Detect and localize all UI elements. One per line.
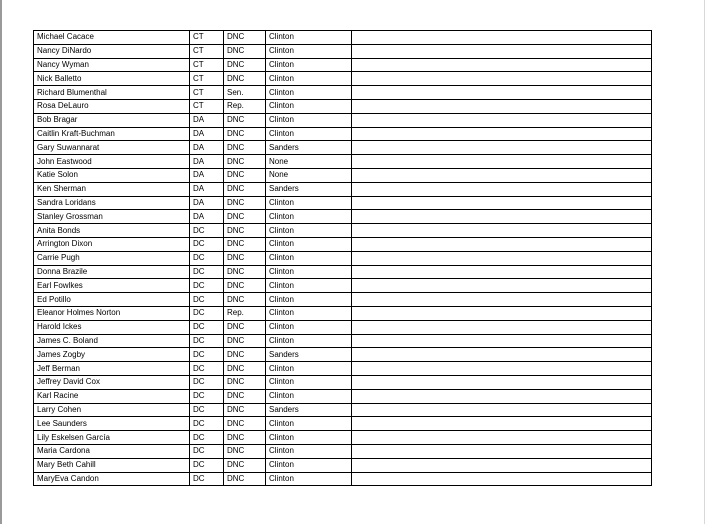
table-row [34, 168, 652, 182]
role-cell: DNC [224, 72, 266, 86]
candidate-cell: None [266, 155, 352, 169]
empty-cell [352, 334, 652, 348]
table-row [34, 389, 652, 403]
candidate-cell: Sanders [266, 182, 352, 196]
role-cell: DNC [224, 58, 266, 72]
state-cell: CT [190, 86, 224, 100]
name-cell: Nancy DiNardo [34, 44, 190, 58]
empty-cell [352, 293, 652, 307]
empty-cell [352, 99, 652, 113]
candidate-cell: Clinton [266, 44, 352, 58]
role-cell: DNC [224, 444, 266, 458]
table-row [34, 99, 652, 113]
state-cell: DC [190, 444, 224, 458]
name-cell: James Zogby [34, 348, 190, 362]
superdelegate-table [33, 30, 652, 486]
state-cell: DC [190, 334, 224, 348]
table-row [34, 279, 652, 293]
role-cell: DNC [224, 210, 266, 224]
role-cell: DNC [224, 375, 266, 389]
name-cell: Jeffrey David Cox [34, 375, 190, 389]
state-cell: DC [190, 431, 224, 445]
state-cell: DA [190, 182, 224, 196]
candidate-cell: Clinton [266, 265, 352, 279]
role-cell: DNC [224, 168, 266, 182]
name-cell: Bob Bragar [34, 113, 190, 127]
state-cell: DA [190, 155, 224, 169]
state-cell: DC [190, 320, 224, 334]
page-left-edge [0, 0, 2, 524]
table-row [34, 210, 652, 224]
candidate-cell: Clinton [266, 113, 352, 127]
table-row [34, 472, 652, 486]
state-cell: DC [190, 293, 224, 307]
table-row [34, 251, 652, 265]
empty-cell [352, 155, 652, 169]
empty-cell [352, 348, 652, 362]
state-cell: DC [190, 362, 224, 376]
table-row [34, 113, 652, 127]
candidate-cell: Clinton [266, 375, 352, 389]
table-row [34, 237, 652, 251]
state-cell: DC [190, 375, 224, 389]
empty-cell [352, 72, 652, 86]
table-row [34, 403, 652, 417]
candidate-cell: Clinton [266, 251, 352, 265]
name-cell: Mary Beth Cahill [34, 458, 190, 472]
table-row [34, 127, 652, 141]
state-cell: DC [190, 348, 224, 362]
state-cell: DC [190, 458, 224, 472]
empty-cell [352, 362, 652, 376]
empty-cell [352, 265, 652, 279]
table-row [34, 182, 652, 196]
state-cell: CT [190, 44, 224, 58]
empty-cell [352, 224, 652, 238]
state-cell: DA [190, 141, 224, 155]
name-cell: Carrie Pugh [34, 251, 190, 265]
table-row [34, 444, 652, 458]
role-cell: DNC [224, 113, 266, 127]
state-cell: DC [190, 417, 224, 431]
state-cell: DC [190, 237, 224, 251]
state-cell: DC [190, 224, 224, 238]
role-cell: DNC [224, 334, 266, 348]
table-row [34, 265, 652, 279]
state-cell: DC [190, 403, 224, 417]
empty-cell [352, 472, 652, 486]
name-cell: Nick Balletto [34, 72, 190, 86]
table-row [34, 224, 652, 238]
state-cell: DA [190, 113, 224, 127]
name-cell: Stanley Grossman [34, 210, 190, 224]
candidate-cell: Clinton [266, 334, 352, 348]
candidate-cell: Sanders [266, 141, 352, 155]
candidate-cell: Clinton [266, 431, 352, 445]
candidate-cell: None [266, 168, 352, 182]
table-row [34, 431, 652, 445]
empty-cell [352, 113, 652, 127]
empty-cell [352, 417, 652, 431]
candidate-cell: Clinton [266, 444, 352, 458]
name-cell: MaryEva Candon [34, 472, 190, 486]
role-cell: Rep. [224, 306, 266, 320]
name-cell: Ken Sherman [34, 182, 190, 196]
empty-cell [352, 127, 652, 141]
role-cell: DNC [224, 362, 266, 376]
candidate-cell: Clinton [266, 417, 352, 431]
name-cell: John Eastwood [34, 155, 190, 169]
name-cell: Katie Solon [34, 168, 190, 182]
name-cell: Rosa DeLauro [34, 99, 190, 113]
empty-cell [352, 375, 652, 389]
table-row [34, 458, 652, 472]
state-cell: CT [190, 58, 224, 72]
candidate-cell: Clinton [266, 86, 352, 100]
state-cell: CT [190, 31, 224, 45]
candidate-cell: Clinton [266, 224, 352, 238]
name-cell: Larry Cohen [34, 403, 190, 417]
role-cell: DNC [224, 320, 266, 334]
empty-cell [352, 306, 652, 320]
candidate-cell: Sanders [266, 348, 352, 362]
name-cell: Earl Fowlkes [34, 279, 190, 293]
table-body [34, 31, 652, 486]
empty-cell [352, 237, 652, 251]
empty-cell [352, 31, 652, 45]
name-cell: Lee Saunders [34, 417, 190, 431]
empty-cell [352, 86, 652, 100]
candidate-cell: Clinton [266, 293, 352, 307]
empty-cell [352, 196, 652, 210]
candidate-cell: Clinton [266, 458, 352, 472]
candidate-cell: Clinton [266, 99, 352, 113]
name-cell: Jeff Berman [34, 362, 190, 376]
name-cell: Michael Cacace [34, 31, 190, 45]
table-row [34, 196, 652, 210]
name-cell: Caitlin Kraft-Buchman [34, 127, 190, 141]
name-cell: Lily Eskelsen García [34, 431, 190, 445]
candidate-cell: Clinton [266, 389, 352, 403]
table-row [34, 320, 652, 334]
name-cell: Arrington Dixon [34, 237, 190, 251]
empty-cell [352, 210, 652, 224]
name-cell: Gary Suwannarat [34, 141, 190, 155]
role-cell: DNC [224, 403, 266, 417]
role-cell: DNC [224, 293, 266, 307]
table-row [34, 72, 652, 86]
role-cell: DNC [224, 417, 266, 431]
table-row [34, 417, 652, 431]
table-row [34, 155, 652, 169]
candidate-cell: Clinton [266, 472, 352, 486]
role-cell: DNC [224, 44, 266, 58]
name-cell: Karl Racine [34, 389, 190, 403]
role-cell: DNC [224, 237, 266, 251]
empty-cell [352, 141, 652, 155]
state-cell: DC [190, 306, 224, 320]
state-cell: DA [190, 196, 224, 210]
role-cell: Sen. [224, 86, 266, 100]
state-cell: CT [190, 99, 224, 113]
candidate-cell: Clinton [266, 237, 352, 251]
role-cell: DNC [224, 251, 266, 265]
empty-cell [352, 182, 652, 196]
table-row [34, 348, 652, 362]
empty-cell [352, 251, 652, 265]
role-cell: DNC [224, 279, 266, 293]
empty-cell [352, 458, 652, 472]
name-cell: James C. Boland [34, 334, 190, 348]
table-row [34, 86, 652, 100]
empty-cell [352, 279, 652, 293]
candidate-cell: Sanders [266, 403, 352, 417]
candidate-cell: Clinton [266, 31, 352, 45]
table-row [34, 141, 652, 155]
state-cell: DC [190, 265, 224, 279]
name-cell: Richard Blumenthal [34, 86, 190, 100]
empty-cell [352, 431, 652, 445]
name-cell: Maria Cardona [34, 444, 190, 458]
empty-cell [352, 444, 652, 458]
table-row [34, 306, 652, 320]
name-cell: Ed Potillo [34, 293, 190, 307]
role-cell: DNC [224, 224, 266, 238]
table-row [34, 375, 652, 389]
name-cell: Anita Bonds [34, 224, 190, 238]
role-cell: DNC [224, 196, 266, 210]
role-cell: DNC [224, 348, 266, 362]
table-row [34, 58, 652, 72]
role-cell: DNC [224, 472, 266, 486]
candidate-cell: Clinton [266, 196, 352, 210]
name-cell: Eleanor Holmes Norton [34, 306, 190, 320]
state-cell: DC [190, 251, 224, 265]
candidate-cell: Clinton [266, 58, 352, 72]
table-row [34, 334, 652, 348]
name-cell: Harold Ickes [34, 320, 190, 334]
table-row [34, 293, 652, 307]
role-cell: DNC [224, 182, 266, 196]
state-cell: DC [190, 279, 224, 293]
empty-cell [352, 58, 652, 72]
empty-cell [352, 44, 652, 58]
empty-cell [352, 403, 652, 417]
role-cell: DNC [224, 127, 266, 141]
candidate-cell: Clinton [266, 279, 352, 293]
candidate-cell: Clinton [266, 72, 352, 86]
role-cell: DNC [224, 31, 266, 45]
state-cell: DC [190, 389, 224, 403]
state-cell: DA [190, 127, 224, 141]
role-cell: Rep. [224, 99, 266, 113]
empty-cell [352, 320, 652, 334]
table-row [34, 362, 652, 376]
role-cell: DNC [224, 458, 266, 472]
state-cell: CT [190, 72, 224, 86]
candidate-cell: Clinton [266, 127, 352, 141]
role-cell: DNC [224, 389, 266, 403]
name-cell: Donna Brazile [34, 265, 190, 279]
role-cell: DNC [224, 141, 266, 155]
empty-cell [352, 168, 652, 182]
name-cell: Sandra Loridans [34, 196, 190, 210]
state-cell: DA [190, 168, 224, 182]
state-cell: DA [190, 210, 224, 224]
role-cell: DNC [224, 431, 266, 445]
candidate-cell: Clinton [266, 362, 352, 376]
role-cell: DNC [224, 155, 266, 169]
candidate-cell: Clinton [266, 320, 352, 334]
table-row [34, 44, 652, 58]
name-cell: Nancy Wyman [34, 58, 190, 72]
table-row [34, 31, 652, 45]
candidate-cell: Clinton [266, 210, 352, 224]
candidate-cell: Clinton [266, 306, 352, 320]
role-cell: DNC [224, 265, 266, 279]
state-cell: DC [190, 472, 224, 486]
empty-cell [352, 389, 652, 403]
